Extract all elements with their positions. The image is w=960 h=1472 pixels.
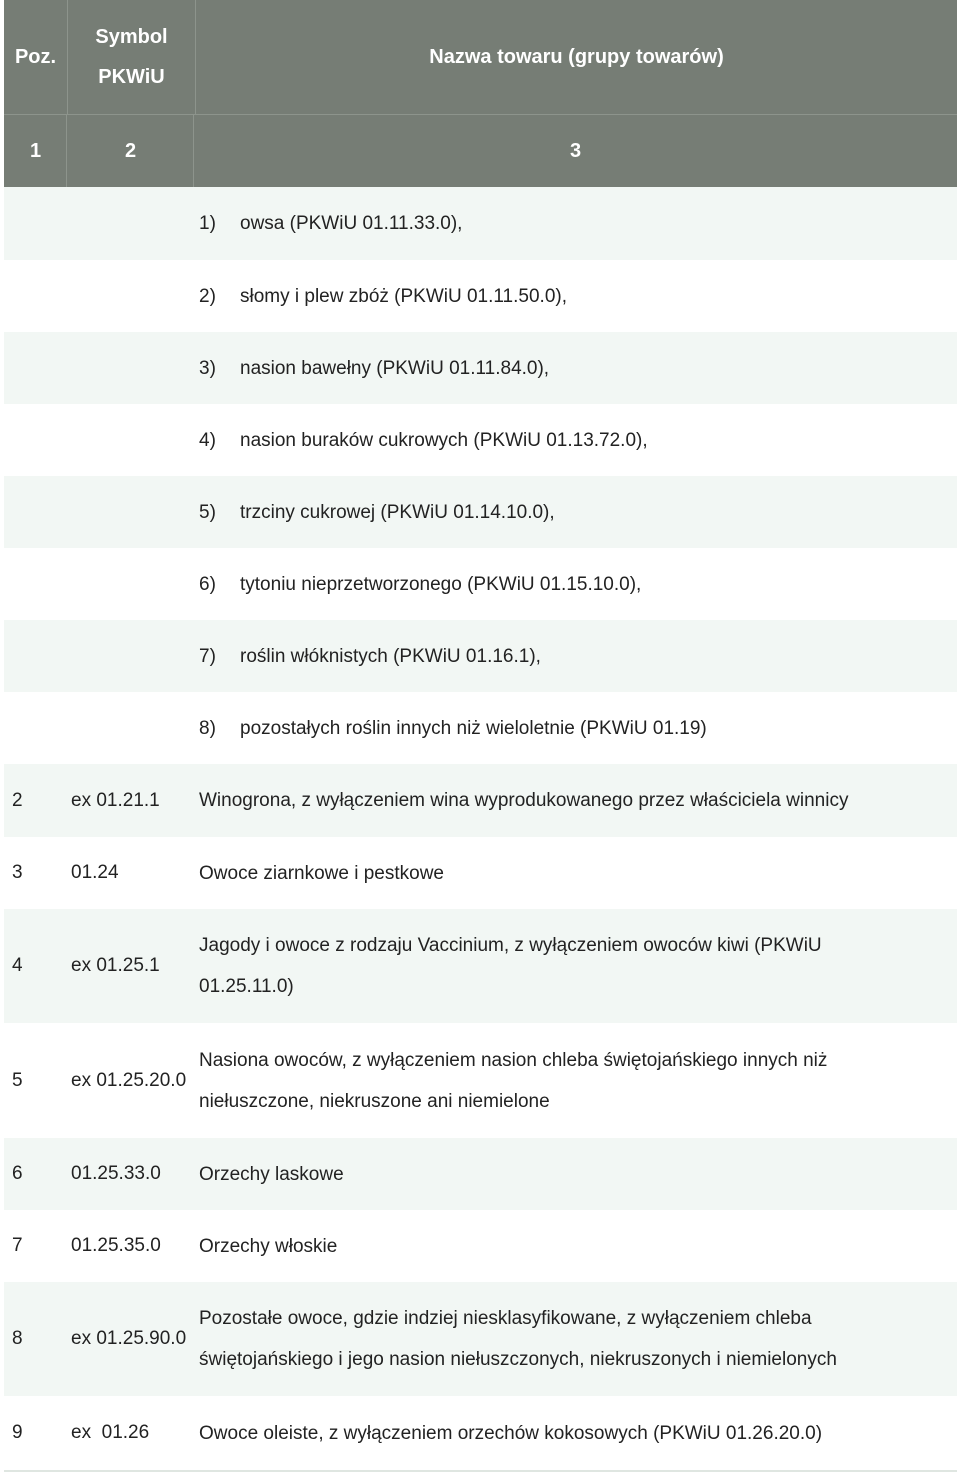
cell-name: Orzechy włoskie bbox=[199, 1235, 338, 1257]
cell-name: Owoce oleiste, z wyłączeniem orzechów kokosowych (PKWiU 01.26.20.0) bbox=[199, 1422, 823, 1444]
header-num-1: 1 bbox=[4, 115, 67, 187]
sublist-text: słomy i plew zbóż (PKWiU 01.11.50.0), bbox=[240, 285, 567, 307]
cell-symbol: ex 01.26 bbox=[71, 1422, 150, 1443]
table-row bbox=[4, 404, 957, 476]
table-row bbox=[4, 548, 957, 620]
table-row bbox=[4, 1023, 957, 1138]
header-name: Nazwa towaru (grupy towarów) bbox=[429, 45, 724, 68]
sublist-text: nasion bawełny (PKWiU 01.11.84.0), bbox=[240, 357, 550, 379]
cell-poz: 4 bbox=[12, 955, 23, 976]
cell-name bbox=[194, 925, 957, 1007]
cell-name-line1: Jagody i owoce z rodzaju Vaccinium, z wyłączeniem owoców kiwi (PKWiU bbox=[199, 935, 822, 956]
table-row bbox=[4, 1138, 957, 1210]
table-row bbox=[4, 332, 957, 404]
table-row bbox=[4, 764, 957, 837]
cell-poz: 9 bbox=[12, 1422, 23, 1443]
cell-poz: 3 bbox=[12, 862, 23, 883]
cell-name-line2: niełuszczone, niekruszone ani niemielone bbox=[199, 1090, 550, 1112]
table-row bbox=[4, 909, 957, 1023]
cell-symbol: ex 01.21.1 bbox=[71, 789, 160, 811]
cell-poz: 5 bbox=[12, 1069, 23, 1091]
sublist-num: 4) bbox=[199, 429, 216, 451]
header-symbol bbox=[68, 0, 196, 114]
cell-name-line2: świętojańskiego i jego nasion niełuszczonych, niekruszonych i niemielonych bbox=[199, 1349, 837, 1370]
cell-name: Orzechy laskowe bbox=[199, 1163, 344, 1185]
table-row bbox=[4, 476, 957, 548]
table-body bbox=[4, 187, 957, 1472]
table-row bbox=[4, 1210, 957, 1282]
cell-name bbox=[194, 1040, 957, 1122]
table-row bbox=[4, 260, 957, 332]
header-num-3: 3 bbox=[569, 139, 582, 162]
sublist-text: trzciny cukrowej (PKWiU 01.14.10.0), bbox=[240, 501, 555, 523]
table-header-row bbox=[4, 0, 957, 115]
table-row bbox=[4, 692, 957, 764]
sublist-num: 8) bbox=[199, 717, 216, 739]
cell-poz: 7 bbox=[12, 1235, 23, 1256]
table-row bbox=[4, 1396, 957, 1470]
cell-name-line1: Pozostałe owoce, gdzie indziej niesklasyfikowane, z wyłączeniem chleba bbox=[199, 1308, 812, 1329]
sublist-text: pozostałych roślin innych niż wieloletnie (PKWiU 01.19) bbox=[240, 717, 707, 739]
sublist-num: 7) bbox=[199, 645, 216, 667]
sublist-num: 3) bbox=[199, 357, 216, 379]
goods-table bbox=[4, 0, 957, 1472]
header-num-2: 2 bbox=[67, 115, 194, 187]
table-row bbox=[4, 837, 957, 909]
table-row bbox=[4, 187, 957, 260]
cell-symbol: 01.25.35.0 bbox=[71, 1235, 161, 1256]
cell-poz: 8 bbox=[12, 1328, 23, 1349]
cell-symbol: 01.25.33.0 bbox=[71, 1163, 161, 1184]
sublist-text: owsa (PKWiU 01.11.33.0), bbox=[240, 213, 463, 234]
cell-symbol: ex 01.25.90.0 bbox=[71, 1328, 187, 1349]
cell-symbol: ex 01.25.1 bbox=[71, 955, 160, 976]
sublist-text: nasion buraków cukrowych (PKWiU 01.13.72.0), bbox=[240, 429, 648, 451]
header-poz: Poz. bbox=[4, 0, 68, 114]
sublist-num: 5) bbox=[199, 501, 216, 523]
sublist-text: roślin włóknistych (PKWiU 01.16.1), bbox=[240, 645, 541, 667]
cell-poz: 2 bbox=[12, 789, 23, 811]
header-symbol-line1: Symbol bbox=[95, 26, 168, 48]
cell-symbol: ex 01.25.20.0 bbox=[71, 1069, 187, 1091]
table-row bbox=[4, 1282, 957, 1396]
cell-poz: 6 bbox=[12, 1163, 23, 1184]
sublist-num: 2) bbox=[199, 285, 216, 307]
cell-name bbox=[194, 1298, 957, 1380]
cell-name: Winogrona, z wyłączeniem wina wyprodukowanego przez właściciela winnicy bbox=[199, 790, 849, 811]
cell-name: Owoce ziarnkowe i pestkowe bbox=[199, 862, 444, 884]
table-row bbox=[4, 620, 957, 692]
sublist-num: 1) bbox=[199, 213, 216, 234]
sublist-num: 6) bbox=[199, 573, 216, 595]
cell-name-line2: 01.25.11.0) bbox=[199, 976, 294, 997]
table-number-row bbox=[4, 115, 957, 187]
cell-symbol: 01.24 bbox=[71, 862, 119, 883]
sublist-text: tytoniu nieprzetworzonego (PKWiU 01.15.10.0), bbox=[240, 573, 642, 595]
header-symbol-line2: PKWiU bbox=[98, 66, 165, 88]
cell-name-line1: Nasiona owoców, z wyłączeniem nasion chleba świętojańskiego innych niż bbox=[199, 1049, 828, 1071]
